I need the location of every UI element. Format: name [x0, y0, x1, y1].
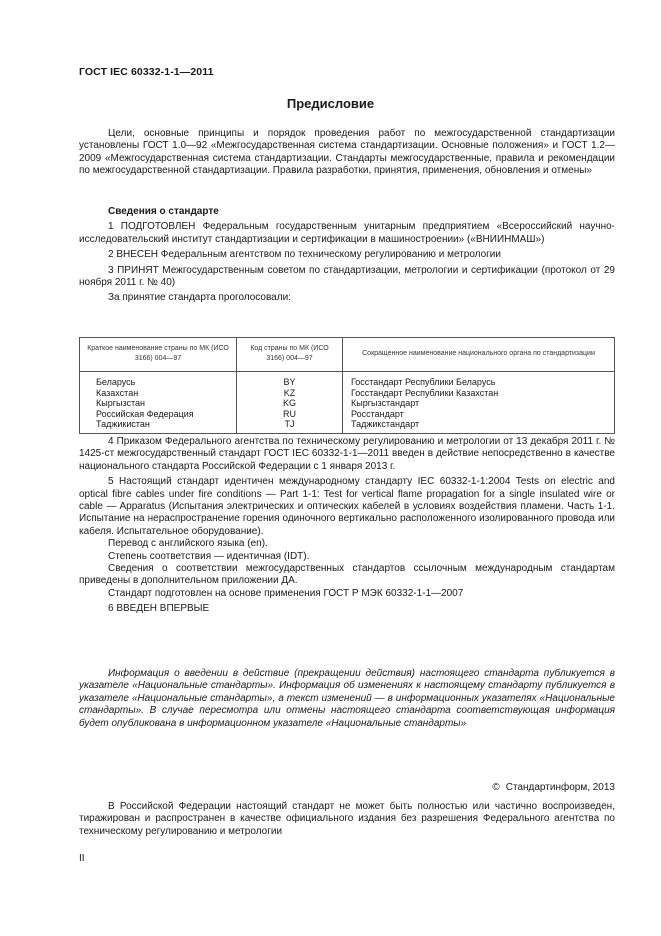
- cell-org: Таджикстандарт: [343, 419, 615, 433]
- item-5-degree: Степень соответствия — идентичная (IDT).: [108, 550, 310, 562]
- item-6: 6 ВВЕДЕН ВПЕРВЫЕ: [108, 603, 210, 615]
- col-header-code: Код страны по МК (ИСО 3166) 004—97: [237, 338, 343, 372]
- votes-table: [79, 337, 615, 434]
- cell-org: Госстандарт Республики Казахстан: [343, 388, 615, 399]
- col-header-country: Краткое наименование страны по МК (ИСО 3166) 004—97: [80, 338, 237, 372]
- cell-org: Госстандарт Республики Беларусь: [343, 372, 615, 388]
- table-row: [80, 409, 615, 420]
- standard-designation: ГОСТ IEC 60332-1-1—2011: [79, 66, 214, 78]
- item-5-basis: Стандарт подготовлен на основе применения ГОСТ Р МЭК 60332-1-1—2007: [108, 587, 464, 599]
- copyright-text: Стандартинформ, 2013: [505, 782, 615, 793]
- cell-code: KG: [237, 398, 343, 409]
- table-row: [80, 388, 615, 399]
- copyright-line: [492, 782, 615, 793]
- section-title: Сведения о стандарте: [108, 206, 219, 217]
- info-note-text: Информация о введении в действие (прекращении действия) настоящего стандарта публикуется в указателе «Национальные стандарты». Информация об изменениях к настоящему стандарту публикуется в указателе «Национальные стандарты», а текст изменений — в информационных указателях «Национальные стандарты». В случае пересмотра или отмены настоящего стандарта соответствующая информация будет опубликована в информационном указателе «Национальные стандарты»: [79, 668, 615, 729]
- vote-intro: За принятие стандарта проголосовали:: [108, 292, 291, 304]
- cell-country: Казахстан: [80, 388, 237, 399]
- cell-country: Кыргызстан: [80, 398, 237, 409]
- cell-code: RU: [237, 409, 343, 420]
- item-2: 2 ВНЕСЕН Федеральным агентством по техническому регулированию и метрологии: [108, 249, 501, 261]
- standard-info-block-2: [79, 436, 615, 616]
- cell-org: Кыргызстандарт: [343, 398, 615, 409]
- cell-code: TJ: [237, 419, 343, 433]
- item-4: 4 Приказом Федерального агентства по техническому регулированию и метрологии от 13 декабря 2011 г. № 1425-ст межгосударственный стандарт ГОСТ IEC 60332-1-1—2011 введен в действие непосредственно в качестве национального стандарта Российской Федерации с 1 января 2013 г.: [79, 436, 615, 472]
- copyright-icon: ©: [492, 782, 500, 793]
- cell-org: Росстандарт: [343, 409, 615, 420]
- page-title: Предисловие: [286, 96, 375, 111]
- publication-info-note: [79, 668, 615, 730]
- page-number: II: [79, 853, 85, 864]
- col-header-org: Сокращенное наименование национального органа по стандартизации: [343, 338, 615, 372]
- item-1: 1 ПОДГОТОВЛЕН Федеральным государственным унитарным предприятием «Всероссийский научно-исследовательский институт стандартизации и сертификации в машиностроении» («ВНИИНМАШ»): [79, 221, 615, 245]
- item-5-language: Перевод с английского языка (en).: [108, 538, 268, 550]
- reproduction-notice: [79, 801, 615, 838]
- intro-block: [79, 128, 615, 178]
- table-row: [80, 419, 615, 433]
- intro-paragraph: Цели, основные принципы и порядок проведения работ по межгосударственной стандартизации установлены ГОСТ 1.0—92 «Межгосударственная система стандартизации. Основные положения» и ГОСТ 1.2—2009 «Межгосударственная система стандартизации. Стандарты межгосударственные, правила и рекомендации по межгосударственной стандартизации. Правила разработки, принятия, применения, обновления и отмены»: [79, 128, 615, 177]
- table-header-row: [80, 338, 615, 372]
- table-row: [80, 398, 615, 409]
- item-3: 3 ПРИНЯТ Межгосударственным советом по стандартизации, метрологии и сертификации (протокол от 29 ноября 2011 г. № 40): [79, 264, 615, 289]
- cell-country: Российская Федерация: [80, 409, 237, 420]
- reproduction-notice-text: В Российской Федерации настоящий стандарт не может быть полностью или частично воспроизведен, тиражирован и распространен в качестве официального издания без разрешения Федерального агентства по техническому регулированию и метрологии: [79, 801, 615, 837]
- cell-code: KZ: [237, 388, 343, 399]
- standard-info-block: [79, 206, 615, 305]
- cell-country: Беларусь: [80, 372, 237, 388]
- table-row: [80, 372, 615, 388]
- cell-code: BY: [237, 372, 343, 388]
- votes-table-wrap: [79, 337, 615, 434]
- item-5: 5 Настоящий стандарт идентичен международному стандарту IEC 60332-1-1:2004 Tests on electric and optical fibre cables under fire conditions — Part 1-1: Test for vertical flame propagation for a single insulated wire or cable — Apparatus (Испытания электрических и оптических кабелей в условиях воздействия пламени. Часть 1-1. Испытание на нераспространение горения одиночного вертикально расположенного изолированного провода или кабеля. Испытательное оборудование).: [79, 476, 615, 537]
- cell-country: Таджикистан: [80, 419, 237, 433]
- item-5-references: Сведения о соответствии межгосударственных стандартов ссылочным международным стандартам приведены в дополнительном приложении ДА.: [79, 563, 615, 587]
